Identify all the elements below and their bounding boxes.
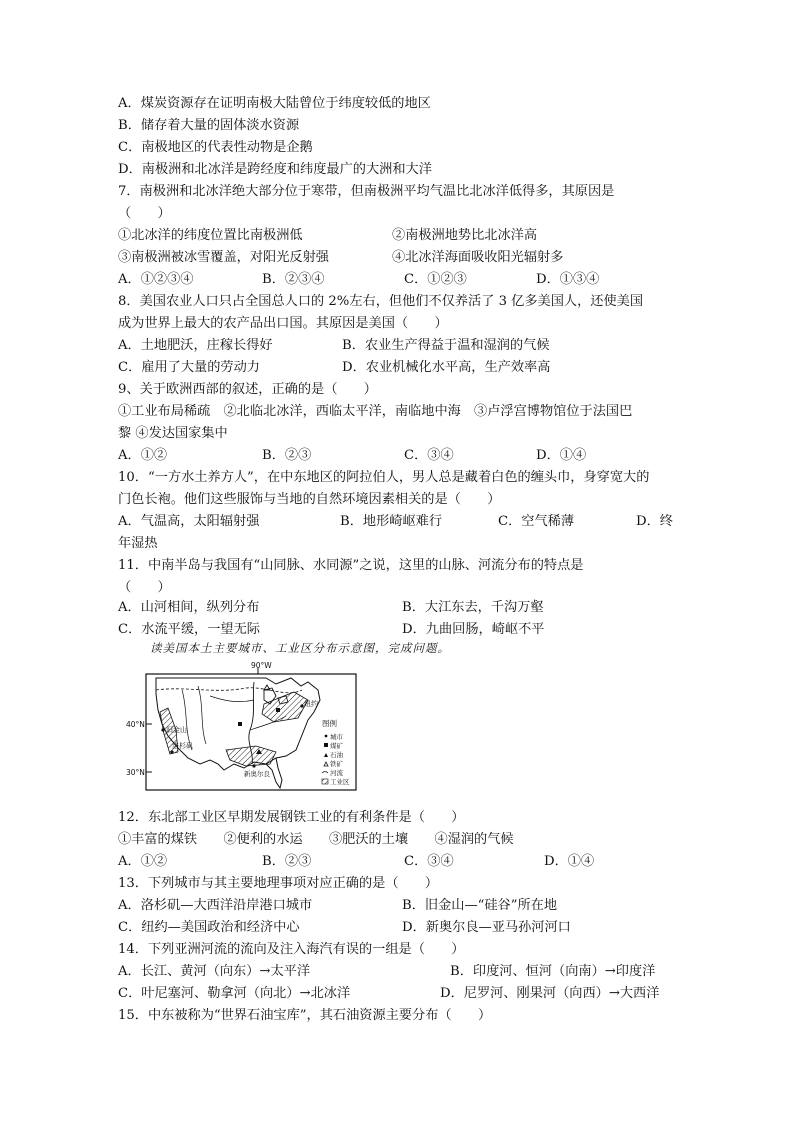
q14-option-d: D．尼罗河、刚果河（向西）→大西洋 (440, 986, 660, 1001)
line-c6: C．南极地区的代表性动物是企鹅 (118, 140, 313, 155)
lat40-label: 40°N (126, 720, 145, 729)
q8-option-d: D．农业机械化水平高，生产效率高 (342, 360, 551, 375)
ny-label: 纽约 (304, 700, 318, 708)
q7-statement-2: ②南极洲地势比北冰洋高 (392, 228, 538, 243)
question-7-bracket: （ ） (118, 206, 171, 221)
question-7: 7．南极洲和北冰洋绝大部分位于寒带，但南极洲平均气温比北冰洋低得多，其原因是 (118, 184, 615, 199)
q7-option-c: C．①②③ (404, 272, 467, 287)
q7-statement-3: ③南极洲被冰雪覆盖，对阳光反射强 (118, 250, 329, 265)
legend-iron: 铁矿 (330, 760, 343, 768)
q10-option-d: D．终 (636, 514, 673, 529)
no-label: 新奥尔良 (244, 770, 270, 778)
q10-option-b: B．地形崎岖难行 (340, 514, 443, 529)
q7-statement-1: ①北冰洋的纬度位置比南极洲低 (118, 228, 303, 243)
legend-title: 图例 (322, 719, 337, 728)
question-9: 9、关于欧洲西部的叙述，正确的是（ ） (118, 382, 377, 397)
coal-symbol-2 (238, 722, 242, 726)
q13-option-a: A．洛杉矶—大西洋沿岸港口城市 (118, 898, 313, 913)
city-marker-la (170, 750, 173, 753)
legend-coal: 煤矿 (330, 742, 343, 750)
q11-option-b: B．大江东去，千沟万壑 (402, 600, 544, 615)
sf-label: 旧金山 (166, 726, 187, 734)
line-d6: D．南极洲和北冰洋是跨经度和纬度最广的大洲和大洋 (118, 162, 432, 177)
q9-option-c: C．③④ (404, 448, 454, 463)
q9-statements: ①工业布局稀疏 ②北临北冰洋，西临太平洋，南临地中海 ③卢浮宫博物馆位于法国巴 (118, 404, 633, 419)
q7-option-b: B．②③④ (262, 272, 325, 287)
q9-option-d: D．①④ (536, 448, 587, 463)
question-10: 10．“一方水土养方人”，在中东地区的阿拉伯人，男人总是藏着白色的缠头巾，身穿宽大的 (118, 470, 650, 485)
q8-option-b: B．农业生产得益于温和湿润的气候 (342, 338, 550, 353)
question-14: 14．下列亚洲河流的流向及注入海汽有误的一组是（ ） (118, 942, 465, 957)
q13-option-b: B．旧金山—“硅谷”所在地 (402, 898, 558, 913)
q11-option-a: A．山河相间，纵列分布 (118, 600, 260, 615)
legend-oil: 石油 (330, 751, 343, 759)
q11-option-c: C．水流平缓，一望无际 (118, 622, 260, 637)
legend-river: 河流 (330, 769, 343, 777)
q12-option-b: B．②③ (262, 854, 312, 869)
q10-option-c: C．空气稀薄 (498, 514, 575, 529)
q12-option-a: A．①② (118, 854, 168, 869)
q13-option-d: D．新奥尔良—亚马孙河河口 (402, 920, 571, 935)
q12-statements: ①丰富的煤铁 ②便利的水运 ③肥沃的土壤 ④湿润的气候 (118, 832, 514, 847)
la-label: 洛杉矶 (172, 742, 193, 750)
city-marker-no (252, 764, 255, 767)
us-map-svg (126, 660, 362, 792)
question-10-cont: 门色长袍。他们这些服饰与当地的自然环境因素相关的是（ ） (118, 492, 501, 507)
q13-option-c: C．纽约—美国政治和经济中心 (118, 920, 300, 935)
q10-option-a: A．气温高，太阳辐射强 (118, 514, 260, 529)
question-15: 15．中东被称为“世界石油宝库”，其石油资源主要分布（ ） (118, 1008, 492, 1023)
question-8: 8．美国农业人口只占全国总人口的 2%左右，但他们不仅养活了 3 亿多美国人，还使美国 (118, 294, 644, 309)
q14-option-b: B．印度河、恒河（向南）→印度洋 (450, 964, 656, 979)
q9-statements-cont: 黎 ④发达国家集中 (118, 426, 228, 441)
map-caption: 读美国本土主要城市、工业区分布示意图，完成问题。 (150, 641, 450, 655)
q14-option-a: A．长江、黄河（向东）→太平洋 (118, 964, 311, 979)
coal-symbol (276, 708, 280, 712)
q7-statement-4: ④北冰洋海面吸收阳光辐射多 (392, 250, 564, 265)
line-b6: B．储存着大量的固体淡水资源 (118, 118, 300, 133)
q9-option-b: B．②③ (262, 448, 312, 463)
question-13: 13．下列城市与其主要地理事项对应正确的是（ ） (118, 876, 439, 891)
q9-option-a: A．①② (118, 448, 168, 463)
meridian-label: 90°W (251, 661, 272, 670)
question-11: 11．中南半岛与我国有“山同脉、水同源”之说，这里的山脉、河流分布的特点是 (118, 558, 584, 573)
city-marker-sf (161, 728, 164, 731)
question-11-bracket: （ ） (118, 580, 171, 595)
us-map-figure (126, 660, 362, 792)
q14-option-c: C．叶尼塞河、勒拿河（向北）→北冰洋 (118, 986, 351, 1001)
q10-option-d-cont: 年湿热 (118, 536, 158, 551)
question-12: 12．东北部工业区早期发展钢铁工业的有利条件是（ ） (118, 810, 465, 825)
legend-city: 城市 (330, 733, 343, 741)
q12-option-d: D．①④ (544, 854, 595, 869)
q11-option-d: D．九曲回肠，崎岖不平 (402, 622, 545, 637)
q8-option-a: A．土地肥沃，庄稼长得好 (118, 338, 273, 353)
legend-industrial: 工业区 (330, 778, 350, 786)
q12-option-c: C．③④ (404, 854, 454, 869)
q7-option-d: D．①③④ (536, 272, 600, 287)
lat30-label: 30°N (126, 768, 145, 777)
q8-option-c: C．雇用了大量的劳动力 (118, 360, 260, 375)
line-a6: A．煤炭资源存在证明南极大陆曾位于纬度较低的地区 (118, 96, 431, 111)
question-8-cont: 成为世界上最大的农产品出口国。其原因是美国（ ） (118, 316, 448, 331)
q7-option-a: A．①②③④ (118, 272, 194, 287)
